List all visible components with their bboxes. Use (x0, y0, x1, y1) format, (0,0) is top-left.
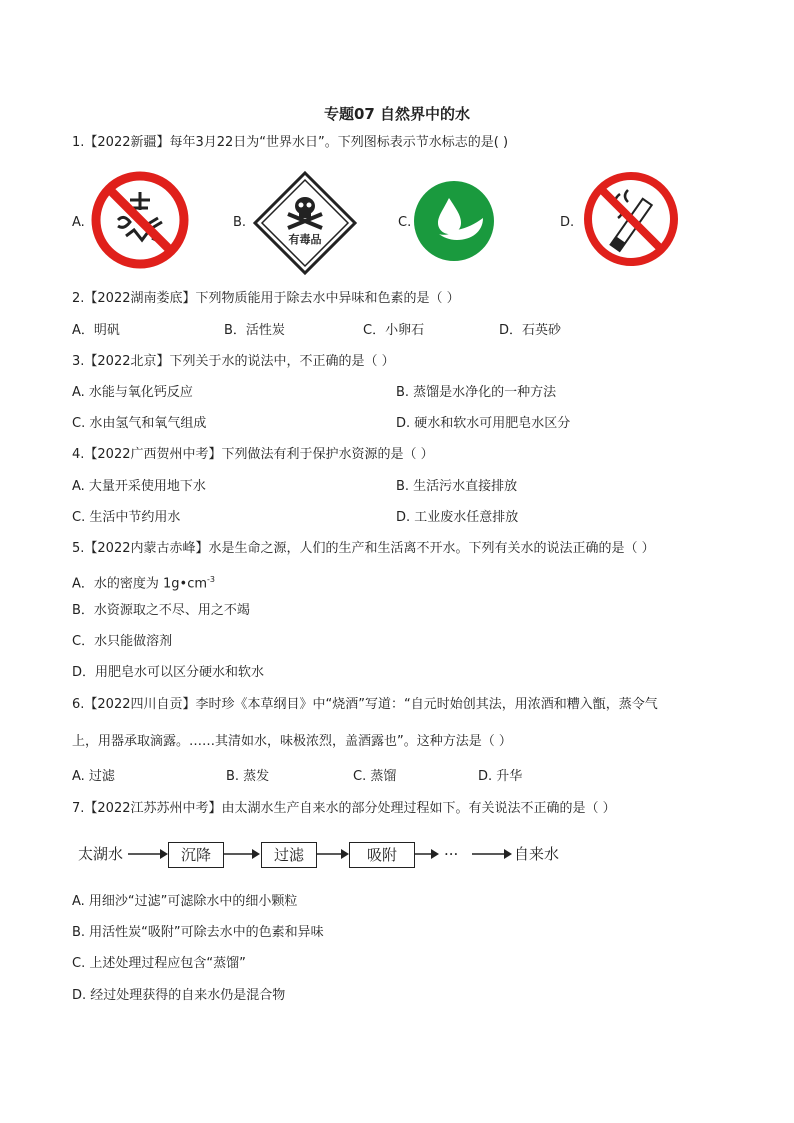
question-6-line-2: 上，用器承取滴露。……其清如水，味极浓烈，盖酒露也”。这种方法是（ ） (72, 734, 512, 749)
q4-option-c: C. 生活中节约用水 (72, 510, 181, 525)
flow-step-adsorb: 吸附 (349, 842, 415, 868)
flow-start-label: 太湖水 (78, 845, 124, 863)
q5-option-b: B．水资源取之不尽、用之不竭 (72, 603, 250, 618)
q4-option-d: D. 工业废水任意排放 (396, 510, 519, 525)
q7-option-a: A. 用细沙“过滤”可滤除水中的细小颗粒 (72, 894, 298, 909)
water-saving-icon (413, 180, 495, 262)
q7-option-b: B. 用活性炭“吸附”可除去水中的色素和异味 (72, 925, 324, 940)
question-2-text: 2.【2022湖南娄底】下列物质能用于除去水中异味和色素的是（ ） (72, 291, 460, 306)
question-1-text: 1.【2022新疆】每年3月22日为“世界水日”。下列图标表示节水标志的是( ) (72, 135, 509, 150)
flow-arrow-icon (317, 846, 349, 862)
flow-arrow-icon (472, 846, 512, 862)
flow-end-label: 自来水 (514, 845, 560, 863)
flow-step-settle: 沉降 (168, 842, 224, 868)
page-title: 专题07 自然界中的水 (323, 105, 471, 123)
q4-option-b: B. 生活污水直接排放 (396, 479, 518, 494)
q3-option-a: A. 水能与氧化钙反应 (72, 385, 193, 400)
question-4-text: 4.【2022广西贺州中考】下列做法有利于保护水资源的是（ ） (72, 447, 434, 462)
q1-option-a-label: A. (72, 215, 85, 230)
question-7-text: 7.【2022江苏苏州中考】由太湖水生产自来水的部分处理过程如下。有关说法不正确的是（ ） (72, 801, 616, 816)
q2-option-c: C．小卵石 (363, 323, 425, 338)
flow-arrow-icon (415, 846, 439, 862)
question-5-text: 5.【2022内蒙古赤峰】水是生命之源，人们的生产和生活离不开水。下列有关水的说法正确的是（ ） (72, 541, 655, 556)
q3-option-d: D. 硬水和软水可用肥皂水区分 (396, 416, 571, 431)
q7-option-c: C. 上述处理过程应包含“蒸馏” (72, 956, 246, 971)
q1-option-b-label: B. (233, 215, 247, 230)
q2-option-a: A．明矾 (72, 323, 120, 338)
q6-option-b: B. 蒸发 (226, 769, 270, 784)
no-smoking-icon (582, 170, 680, 268)
q5-option-a-text: A．水的密度为 1g•cm (72, 576, 208, 592)
q4-option-a: A. 大量开采使用地下水 (72, 479, 206, 494)
q1-option-d-label: D. (560, 215, 575, 230)
flow-arrow-icon (128, 846, 168, 862)
q6-option-c: C. 蒸馏 (353, 769, 397, 784)
q6-option-d: D. 升华 (478, 769, 523, 784)
poison-skull-icon (252, 170, 358, 276)
flow-ellipsis: ··· (444, 845, 459, 863)
q5-option-a (72, 571, 215, 593)
poison-label: 有毒品 (288, 233, 322, 246)
q3-option-c: C. 水由氢气和氧气组成 (72, 416, 207, 431)
q2-option-d: D．石英砂 (499, 323, 562, 338)
flow-step-filter: 过滤 (261, 842, 317, 868)
q5-option-a-exponent: -3 (207, 575, 216, 584)
question-6-line-1: 6.【2022四川自贡】李时珍《本草纲目》中“烧酒”写道：“自元时始创其法，用浓酒和糟入甑，蒸令气 (72, 697, 658, 712)
q7-option-d: D. 经过处理获得的自来水仍是混合物 (72, 988, 286, 1003)
flow-arrow-icon (224, 846, 260, 862)
q2-option-b: B．活性炭 (224, 323, 285, 338)
q1-option-c-label: C. (398, 215, 412, 230)
question-3-text: 3.【2022北京】下列关于水的说法中，不正确的是（ ） (72, 354, 395, 369)
q5-option-d: D．用肥皂水可以区分硬水和软水 (72, 665, 265, 680)
q6-option-a: A. 过滤 (72, 769, 115, 784)
no-trash-icon (90, 170, 190, 270)
q3-option-b: B. 蒸馏是水净化的一种方法 (396, 385, 557, 400)
q5-option-c: C．水只能做溶剂 (72, 634, 173, 649)
